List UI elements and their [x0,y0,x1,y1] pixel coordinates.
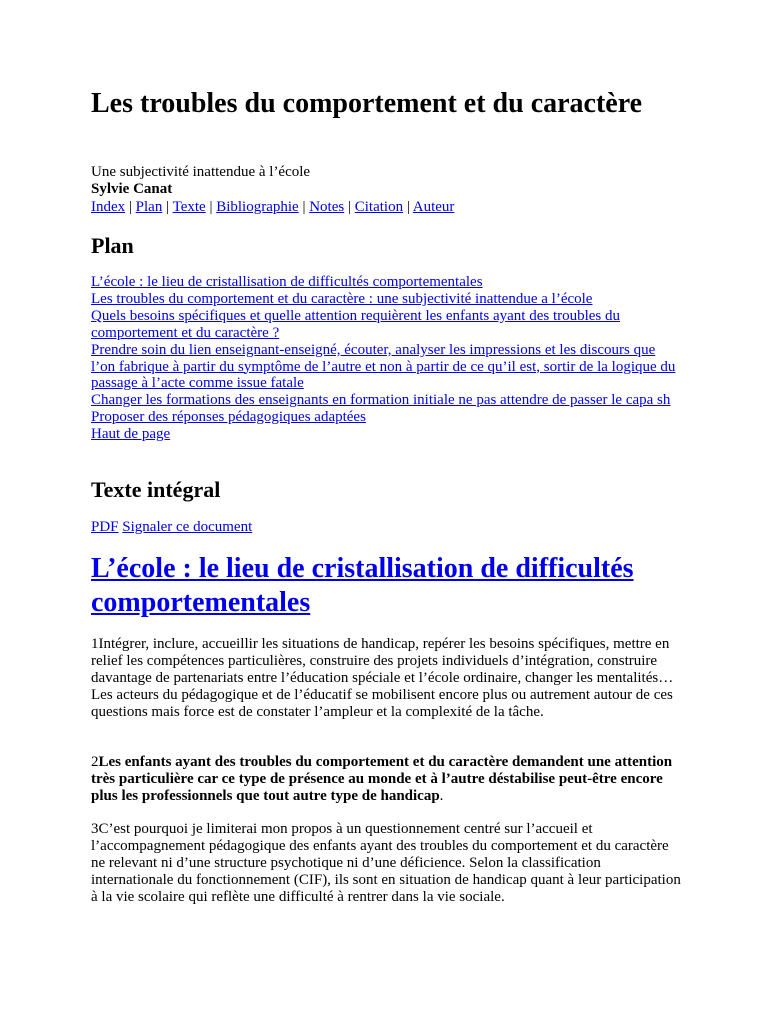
nav-link-citation[interactable]: Citation [354,199,404,215]
nav-link-index[interactable]: Index [91,199,126,215]
nav-separator: | [205,199,217,215]
nav-separator: | [125,199,136,215]
plan-link-formations[interactable]: Changer les formations des enseignants en formation initiale ne pas attendre de passer le capa sh [91,392,671,409]
paragraph-number: 1 [91,636,99,652]
paragraph-text: Intégrer, inclure, accueillir les situations de handicap, repérer les besoins spécifiques, mettre en relief les compétences particulières, construire des projets individuels d’intégration, construire davantage de partenariats entre l’éducation spéciale et l’école ordinaire, changer les mentalités… Les acteurs du pédagogique et de l’éducatif se mobilisent encore plus ou autrement autour de ces questions mais force est de constater l’ampleur et la complexité de la tâche. [91,636,674,720]
nav-link-texte[interactable]: Texte [172,199,206,215]
nav-link-notes[interactable]: Notes [309,199,345,215]
paragraph-3 [91,821,681,906]
texte-heading: Texte intégral [91,477,221,502]
plan-heading: Plan [91,233,134,258]
nav-separator: | [162,199,173,215]
article-author: Sylvie Canat [91,181,173,197]
article-title: Les troubles du comportement et du caractère [91,88,643,119]
nav-link-bibliographie[interactable]: Bibliographie [216,199,299,215]
plan-link-reponses[interactable]: Proposer des réponses pédagogiques adaptées [91,409,366,426]
nav-separator: | [298,199,310,215]
paragraph-bold-text: Les enfants ayant des troubles du comportement et du caractère demandent une attention très particulière car ce type de présence au monde et à l’autre déstabilise peut-être encore plus les professionnels que tout autre type de handicap [91,754,673,804]
report-document-link[interactable]: Signaler ce document [122,519,253,535]
nav-link-auteur[interactable]: Auteur [412,199,455,215]
paragraph-2 [91,754,681,805]
paragraph-number: 2 [91,754,99,770]
paragraph-number: 3 [91,821,99,837]
plan-list [91,274,681,443]
nav-separator: | [403,199,413,215]
plan-link-haut-de-page[interactable]: Haut de page [91,426,171,443]
nav-separator: | [344,199,355,215]
plan-link-besoins[interactable]: Quels besoins spécifiques et quelle attention requièrent les enfants ayant des troubles du comportement et du caractère ? [91,307,621,341]
plan-link-ecole[interactable]: L’école : le lieu de cristallisation de difficultés comportementales [91,274,483,290]
article-nav [91,198,454,216]
document-links [91,518,252,536]
section-heading [91,552,681,620]
plan-link-lien[interactable]: Prendre soin du lien enseignant-enseigné, écouter, analyser les impressions et les discours que l’on fabrique à partir du symptôme de l’autre et non à partir de ce qu’il est, sortir de la logique du passage à l’acte comme issue fatale [91,341,676,392]
paragraph-text: C’est pourquoi je limiterai mon propos à un questionnement centré sur l’accueil et l’accompagnement pédagogique des enfants ayant des troubles du comportement et du caractère ne relevant ni d’une structure psychotique ni d’une déficience. Selon la classification internationale du fonctionnement (CIF), ils sont en situation de handicap quant à leur participation à la vie scolaire qui reflète une difficulté à rentrer dans la vie sociale. [91,821,681,905]
plan-link-troubles[interactable]: Les troubles du comportement et du caractère : une subjectivité inattendue a l’école [91,290,593,307]
pdf-link[interactable]: PDF [91,519,119,535]
nav-link-plan[interactable]: Plan [135,199,163,215]
paragraph-1 [91,636,681,721]
section-heading-link[interactable]: L’école : le lieu de cristallisation de difficultés comportementales [91,553,634,618]
paragraph-end: . [439,787,444,804]
article-subtitle: Une subjectivité inattendue à l’école [91,164,311,180]
